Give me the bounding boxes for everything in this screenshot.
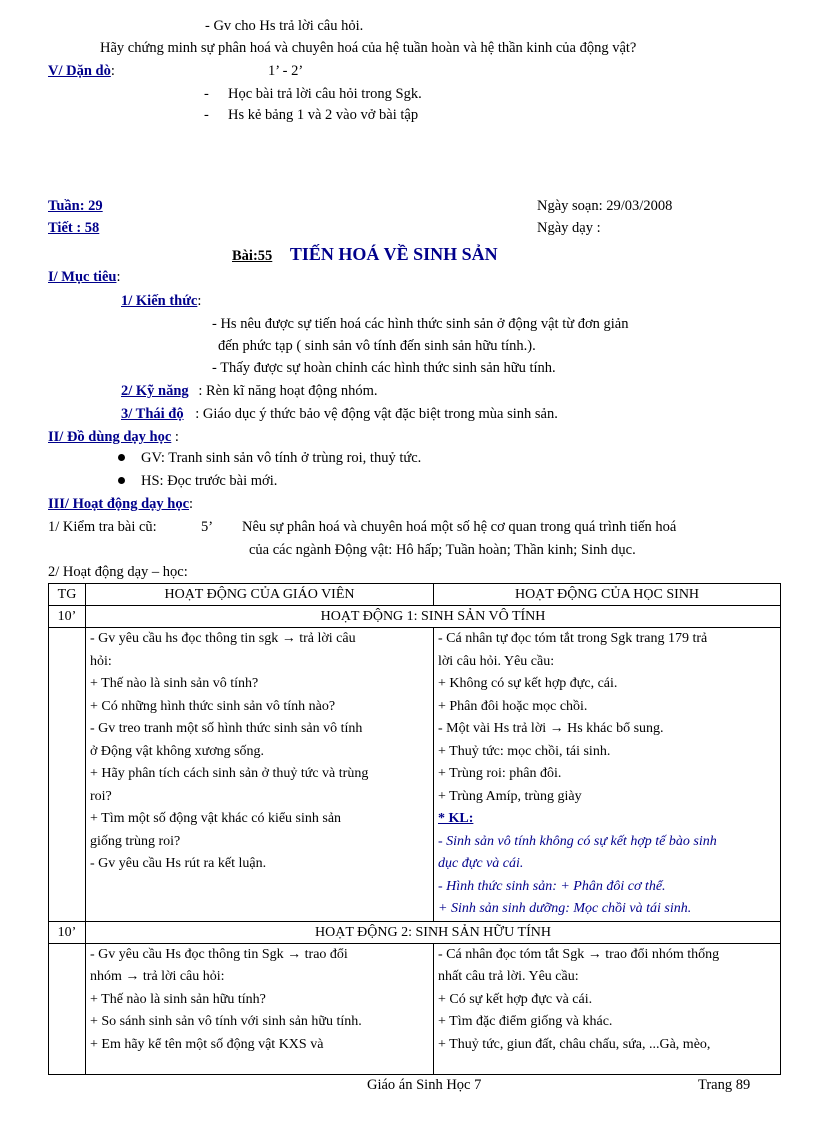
- table-line: + Thuỷ tức, giun đất, châu chấu, sứa, ...Gà, mèo,: [438, 1036, 711, 1052]
- homework-dash-2: -: [204, 107, 209, 123]
- check-label: 1/ Kiểm tra bài cũ:: [48, 519, 157, 535]
- teach-label: 2/ Hoạt động dạy – học:: [48, 564, 188, 580]
- conclusion-line: dục đực và cái.: [438, 856, 524, 871]
- col-header-teacher: HOẠT ĐỘNG CỦA GIÁO VIÊN: [86, 584, 434, 606]
- materials-gv: GV: Tranh sinh sản vô tính ở trùng roi, thuỷ tức.: [141, 450, 422, 466]
- homework-item-1: Học bài trả lời câu hỏi trong Sgk.: [228, 86, 422, 102]
- table-line: + Tìm một số động vật khác có kiểu sinh sản: [90, 811, 342, 826]
- footer-page: Trang 89: [698, 1077, 751, 1093]
- knowledge-colon: :: [197, 293, 202, 309]
- prep-date: Ngày soạn: 29/03/2008: [537, 198, 673, 214]
- objectives-heading: [48, 268, 121, 286]
- table-line: - Cá nhân tự đọc tóm tắt trong Sgk trang 179 trả: [438, 631, 708, 646]
- knowledge-line-3: - Thấy được sự hoàn chỉnh các hình thức sinh sản hữu tính.: [212, 360, 556, 376]
- period-label: Tiết : 58: [48, 220, 100, 236]
- skills-text: : Rèn kĩ năng hoạt động nhóm.: [198, 383, 378, 399]
- knowledge-line-2: đến phức tạp ( sinh sản vô tính đến sinh sản hữu tính.).: [218, 338, 536, 354]
- materials-hs: HS: Đọc trước bài mới.: [141, 473, 278, 489]
- section-5-heading: [48, 62, 115, 80]
- top-line-1: - Gv cho Hs trả lời câu hỏi.: [205, 18, 364, 34]
- activity-1-time: 10’: [49, 606, 86, 628]
- table-line: + Thuỷ tức: mọc chồi, tái sinh.: [438, 743, 611, 759]
- table-line: giống trùng roi?: [90, 833, 181, 849]
- table-line: + Có những hình thức sinh sản vô tính nào?: [90, 698, 336, 714]
- section-5-label: V/ Dặn dò: [48, 63, 111, 79]
- conclusion-label: * KL:: [438, 811, 474, 826]
- activity-1-student-cell: [434, 628, 781, 922]
- week-label: Tuần: 29: [48, 198, 103, 214]
- homework-item-2: Hs kẻ bảng 1 và 2 vào vở bài tập: [228, 107, 419, 123]
- homework-dash-1: -: [204, 86, 209, 102]
- table-line: roi?: [90, 788, 112, 804]
- table-line: + Có sự kết hợp đực và cái.: [438, 991, 593, 1007]
- knowledge-label: 1/ Kiến thức: [121, 293, 198, 309]
- lesson-number: Bài:55: [232, 248, 273, 264]
- table-line: - Gv yêu cầu Hs đọc thông tin Sgk → trao đổi: [90, 946, 348, 962]
- table-line: nhất câu trả lời. Yêu cầu:: [438, 969, 579, 984]
- activities-heading: [48, 495, 193, 513]
- materials-colon: :: [171, 429, 179, 445]
- activity-2-content: [49, 943, 781, 1074]
- materials-label: II/ Đồ dùng dạy học: [48, 429, 172, 445]
- table-line: - Gv treo tranh một số hình thức sinh sản vô tính: [90, 721, 363, 736]
- activity-1-row: [49, 606, 781, 628]
- table-line: ở Động vật không xương sống.: [90, 743, 265, 759]
- footer-title: Giáo án Sinh Học 7: [367, 1077, 482, 1093]
- table-line: + Phân đôi hoặc mọc chồi.: [438, 698, 588, 714]
- attitude-label: 3/ Thái độ: [121, 406, 184, 422]
- attitude-text: : Giáo dục ý thức bảo vệ động vật đặc biệt trong mùa sinh sản.: [195, 406, 558, 422]
- table-line: lời câu hỏi. Yêu cầu:: [438, 653, 555, 669]
- activity-2-student-cell: [434, 943, 781, 1074]
- top-question: Hãy chứng minh sự phân hoá và chuyên hoá của hệ tuần hoàn và hệ thần kinh của động vật?: [100, 40, 637, 56]
- knowledge-heading: [121, 292, 201, 310]
- table-line: - Gv yêu cầu hs đọc thông tin sgk → trả lời câu: [90, 631, 356, 646]
- bullet-icon: [118, 477, 125, 484]
- table-line: + Em hãy kể tên một số động vật KXS và: [90, 1036, 324, 1052]
- activity-2-title: HOẠT ĐỘNG 2: SINH SẢN HỮU TÍNH: [86, 921, 781, 943]
- conclusion-line: - Hình thức sinh sản: + Phân đôi cơ thể.: [438, 878, 666, 894]
- activities-colon: :: [189, 496, 194, 512]
- section-5-time: 1’ - 2’: [268, 63, 304, 79]
- table-header-row: [49, 584, 781, 606]
- attitude-row: [121, 405, 558, 423]
- activity-1-title: HOẠT ĐỘNG 1: SINH SẢN VÔ TÍNH: [86, 606, 781, 628]
- table-line: + Thế nào là sinh sản vô tính?: [90, 676, 259, 691]
- table-line: + Tìm đặc điểm giống và khác.: [438, 1014, 613, 1029]
- activity-table: [48, 583, 781, 1075]
- objectives-colon: :: [116, 269, 121, 285]
- table-line: + So sánh sinh sản vô tính với sinh sản hữu tính.: [90, 1014, 362, 1029]
- activity-2-row: [49, 921, 781, 943]
- activity-2-time: 10’: [49, 921, 86, 943]
- check-question-2: của các ngành Động vật: Hô hấp; Tuần hoàn; Thần kinh; Sinh dục.: [249, 542, 636, 558]
- table-line: nhóm → trả lời câu hỏi:: [90, 969, 225, 984]
- bullet-icon: [118, 454, 125, 461]
- col-header-student: HOẠT ĐỘNG CỦA HỌC SINH: [434, 584, 781, 606]
- conclusion-line: + Sinh sản sinh dưỡng: Mọc chồi và tái sinh.: [438, 901, 692, 916]
- table-line: - Một vài Hs trả lời → Hs khác bổ sung.: [438, 721, 664, 736]
- activity-1-content: [49, 628, 781, 922]
- skills-label: 2/ Kỹ năng: [121, 383, 189, 399]
- section-5-colon: :: [110, 63, 115, 79]
- check-question-1: Nêu sự phân hoá và chuyên hoá một số hệ cơ quan trong quá trình tiến hoá: [242, 519, 677, 535]
- table-line: - Gv yêu cầu Hs rút ra kết luận.: [90, 856, 267, 871]
- teach-date: Ngày dạy :: [537, 220, 601, 236]
- materials-heading: [48, 428, 179, 446]
- lesson-heading: [232, 243, 498, 267]
- table-line: + Trùng Amíp, trùng giày: [438, 788, 582, 804]
- skills-row: [121, 382, 378, 400]
- activity-2-teacher-cell: [86, 943, 434, 1074]
- col-header-tg: TG: [49, 584, 86, 606]
- objectives-label: I/ Mục tiêu: [48, 269, 117, 285]
- activity-1-teacher-cell: [86, 628, 434, 922]
- activities-label: III/ Hoạt động dạy học: [48, 496, 190, 512]
- table-line: + Thế nào là sinh sản hữu tính?: [90, 991, 266, 1007]
- check-time: 5’: [201, 519, 214, 535]
- table-line: + Không có sự kết hợp đực, cái.: [438, 676, 618, 691]
- table-line: hỏi:: [90, 653, 112, 669]
- table-line: + Trùng roi: phân đôi.: [438, 766, 562, 781]
- lesson-title: TIẾN HOÁ VỀ SINH SẢN: [289, 244, 498, 264]
- conclusion-line: - Sinh sản vô tính không có sự kết hợp tế bào sinh: [438, 833, 717, 849]
- knowledge-line-1: - Hs nêu được sự tiến hoá các hình thức sinh sản ở động vật từ đơn giản: [212, 316, 629, 332]
- table-line: + Hãy phân tích cách sinh sản ở thuỷ tức và trùng: [90, 766, 369, 781]
- table-line: - Cá nhân đọc tóm tắt Sgk → trao đổi nhóm thống: [438, 946, 720, 962]
